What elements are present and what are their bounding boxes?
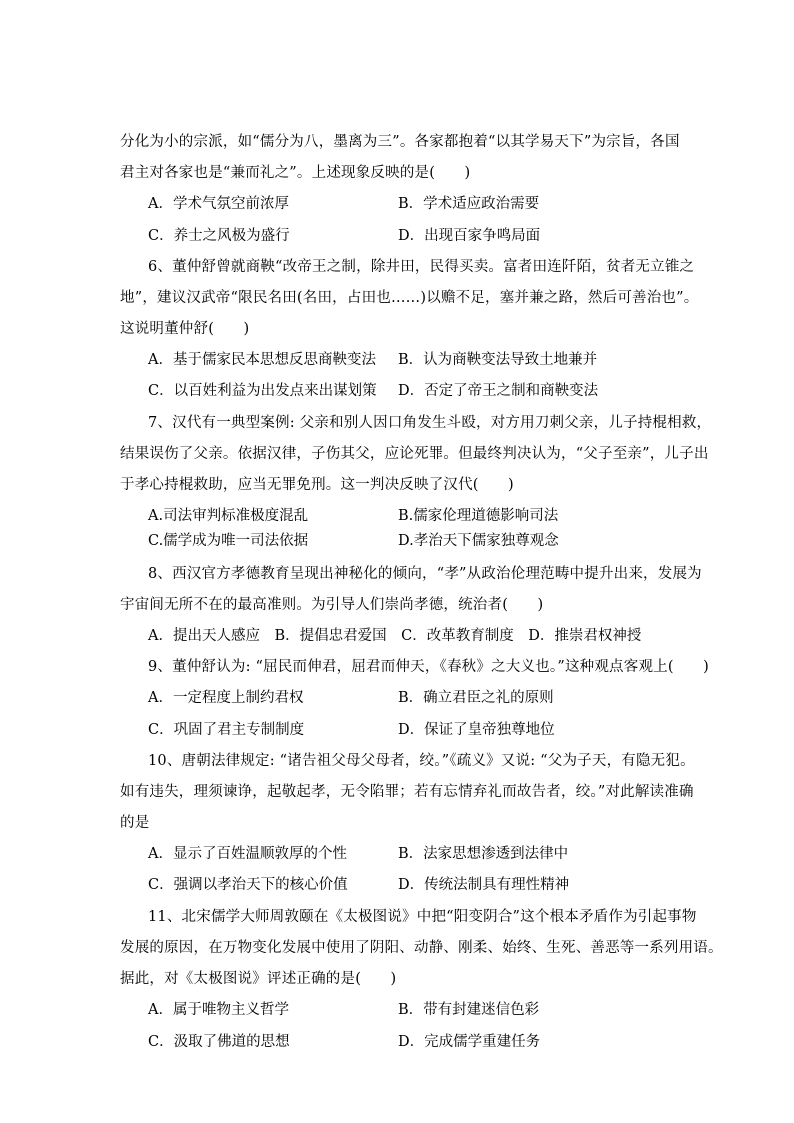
q11-text-line-2: 发展的原因，在万物变化发展中使用了阴阳、动静、刚柔、始终、生死、善恶等一系列用语。 bbox=[120, 940, 723, 956]
q5-option-a[interactable]: A．学术气氛空前浓厚 bbox=[148, 196, 289, 212]
q6-option-a[interactable]: A．基于儒家民本思想反思商鞅变法 bbox=[148, 352, 376, 368]
q7-options-row-2 bbox=[148, 530, 688, 552]
q7-option-b[interactable]: B.儒家伦理道德影响司法 bbox=[398, 508, 559, 524]
q9-options-row-2 bbox=[148, 719, 688, 741]
q10-option-c[interactable]: C．强调以孝治天下的核心价值 bbox=[148, 877, 348, 893]
q6-text-line-3: 这说明董仲舒( ) bbox=[120, 321, 250, 337]
q10-options-row-1 bbox=[148, 843, 688, 865]
q9-text-line-1: 9、董仲舒认为: “屈民而伸君，屈君而伸天，《春秋》之大义也。”这种观点客观上( ) bbox=[148, 659, 709, 675]
q9-option-b[interactable]: B．确立君臣之礼的原则 bbox=[398, 690, 554, 706]
q11-option-d[interactable]: D．完成儒学重建任务 bbox=[398, 1034, 541, 1050]
q6-options-row-2 bbox=[148, 380, 688, 402]
q10-option-b[interactable]: B．法家思想渗透到法律中 bbox=[398, 846, 569, 862]
q7-option-d[interactable]: D.孝治天下儒家独尊观念 bbox=[398, 533, 559, 549]
q5-option-b[interactable]: B．学术适应政治需要 bbox=[398, 196, 540, 212]
q11-text-line-3: 据此，对《太极图说》评述正确的是( ) bbox=[120, 971, 397, 987]
q6-option-b[interactable]: B．认为商鞅变法导致土地兼并 bbox=[398, 352, 598, 368]
q10-option-a[interactable]: A．显示了百姓温顺敦厚的个性 bbox=[148, 846, 347, 862]
q9-option-a[interactable]: A．一定程度上制约君权 bbox=[148, 690, 304, 706]
q9-option-d[interactable]: D．保证了皇帝独尊地位 bbox=[398, 722, 555, 738]
q11-options-row-1 bbox=[148, 999, 688, 1021]
q5-text-line-1: 分化为小的宗派，如“儒分为八，墨离为三”。各家都抱着“以其学易天下”为宗旨，各国 bbox=[120, 134, 680, 150]
q9-option-c[interactable]: C．巩固了君主专制制度 bbox=[148, 722, 305, 738]
q10-text-line-2: 如有违失，理须谏诤，起敬起孝，无令陷罪；若有忘情弃礼而故告者，绞。”对此解读准确 bbox=[120, 784, 694, 800]
q5-option-d[interactable]: D．出现百家争鸣局面 bbox=[398, 228, 541, 244]
q8-text-line-2: 宇宙间无所不在的最高准则。为引导人们崇尚孝德，统治者( ) bbox=[120, 597, 544, 613]
q6-options-row-1 bbox=[148, 349, 688, 371]
q10-option-d[interactable]: D．传统法制具有理性精神 bbox=[398, 877, 570, 893]
q7-text-line-3: 于孝心持棍救助，应当无罪免刑。这一判决反映了汉代( ) bbox=[120, 477, 514, 493]
q10-text-line-1: 10、唐朝法律规定: “诸告祖父母父母者，绞。”《疏义》又说: “父为子天，有隐无犯。 bbox=[148, 753, 695, 769]
q8-options-row[interactable]: A．提出天人感应 B．提倡忠君爱国 C．改革教育制度 D．推崇君权神授 bbox=[148, 628, 642, 644]
q7-text-line-2: 结果误伤了父亲。依据汉律，子伤其父，应论死罪。但最终判决认为，“父子至亲”，儿子出 bbox=[120, 446, 709, 462]
q11-option-a[interactable]: A．属于唯物主义哲学 bbox=[148, 1002, 289, 1018]
q7-option-a[interactable]: A.司法审判标准极度混乱 bbox=[148, 508, 309, 524]
q7-option-c[interactable]: C.儒学成为唯一司法依据 bbox=[148, 533, 309, 549]
q8-text-line-1: 8、西汉官方孝德教育呈现出神秘化的倾向，“孝”从政治伦理范畴中提升出来，发展为 bbox=[148, 566, 702, 582]
q11-option-b[interactable]: B．带有封建迷信色彩 bbox=[398, 1002, 540, 1018]
q5-text-line-2: 君主对各家也是“兼而礼之”。上述现象反映的是( ) bbox=[120, 165, 471, 181]
q7-options-row-1 bbox=[148, 505, 688, 527]
q11-text-line-1: 11、北宋儒学大师周敦颐在《太极图说》中把“阳变阴合”这个根本矛盾作为引起事物 bbox=[148, 909, 697, 925]
q6-text-line-1: 6、董仲舒曾就商鞅“改帝王之制，除井田，民得买卖。富者田连阡陌，贫者无立锥之 bbox=[148, 259, 695, 275]
q10-options-row-2 bbox=[148, 874, 688, 896]
q5-options-row-1 bbox=[148, 193, 688, 215]
q10-text-line-3: 的是 bbox=[120, 815, 150, 831]
q6-option-c[interactable]: C．以百姓利益为出发点来出谋划策 bbox=[148, 383, 377, 399]
q6-option-d[interactable]: D．否定了帝王之制和商鞅变法 bbox=[398, 383, 599, 399]
q11-option-c[interactable]: C．汲取了佛道的思想 bbox=[148, 1034, 290, 1050]
q7-text-line-1: 7、汉代有一典型案例: 父亲和别人因口角发生斗殴，对方用刀刺父亲，儿子持棍相救， bbox=[148, 415, 712, 431]
q11-options-row-2 bbox=[148, 1031, 688, 1053]
q5-option-c[interactable]: C．养士之风极为盛行 bbox=[148, 228, 290, 244]
q9-options-row-1 bbox=[148, 687, 688, 709]
q6-text-line-2: 地”，建议汉武帝“限民名田(名田，占田也……)以赡不足，塞并兼之路，然后可善治也”。 bbox=[120, 290, 699, 306]
q5-options-row-2 bbox=[148, 225, 688, 247]
